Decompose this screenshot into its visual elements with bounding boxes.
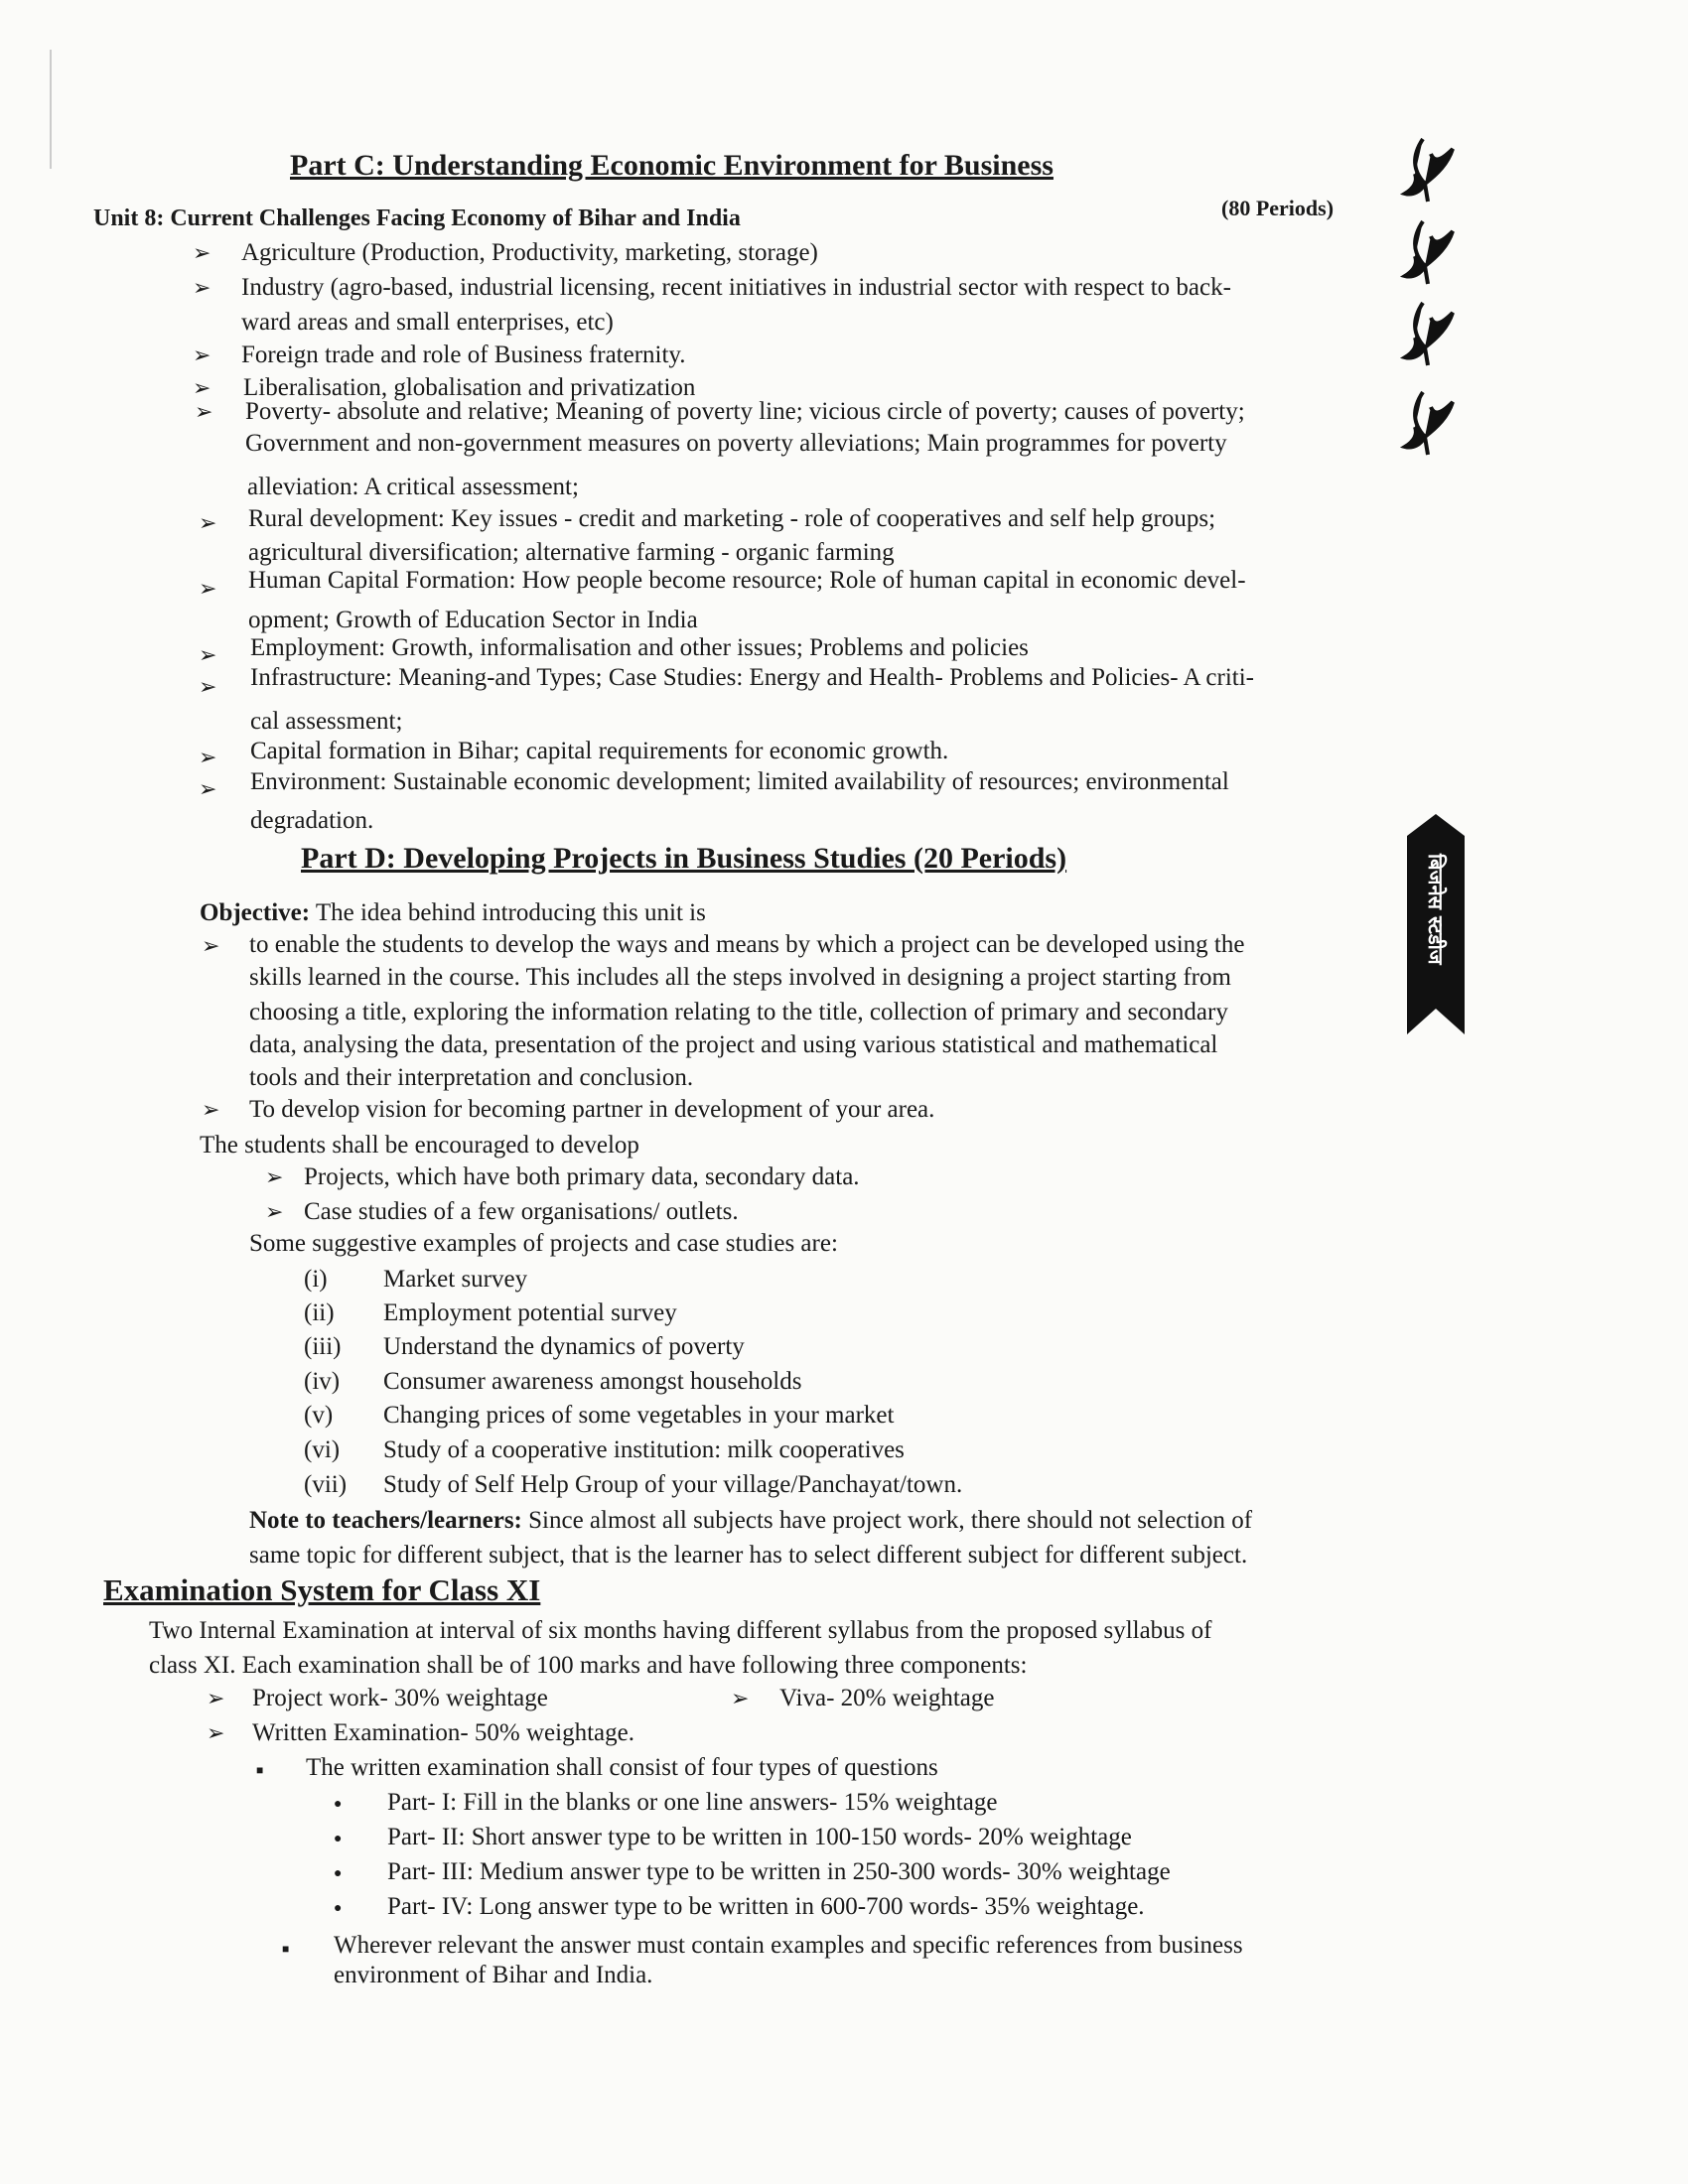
arrow-bullet-icon: ➢ xyxy=(199,745,217,769)
arrow-bullet-icon: ➢ xyxy=(193,275,211,300)
ribbon-label: बिजनेस स्टडीज xyxy=(1424,854,1448,965)
text-line: The students shall be encouraged to develop xyxy=(200,1132,639,1159)
example-number: (v) xyxy=(304,1402,334,1429)
arrow-bullet-icon: ➢ xyxy=(731,1686,750,1710)
example-item: Employment potential survey xyxy=(383,1299,677,1326)
list-item: Viva- 20% weightage xyxy=(779,1685,995,1711)
list-item: Liberalisation, globalisation and privatization xyxy=(243,374,696,401)
scan-edge xyxy=(50,50,52,169)
objective-label: Objective: xyxy=(200,899,311,926)
example-number: (vi) xyxy=(304,1436,341,1463)
square-bullet-icon: ■ xyxy=(282,1942,290,1956)
arrow-bullet-icon: ➢ xyxy=(199,674,217,699)
list-item: to enable the students to develop the ways and means by which a project can be developed using the xyxy=(249,931,1245,958)
list-item: Environment: Sustainable economic development; limited availability of resources; environmental xyxy=(250,768,1229,795)
dot-bullet-icon: ● xyxy=(334,1797,343,1812)
square-bullet-icon: ■ xyxy=(256,1763,264,1777)
list-item: agricultural diversification; alternative farming - organic farming xyxy=(248,539,895,566)
list-item: choosing a title, exploring the information relating to the title, collection of primary and secondary xyxy=(249,999,1228,1025)
list-item: Written Examination- 50% weightage. xyxy=(252,1719,634,1746)
list-item: Part- II: Short answer type to be written in 100-150 words- 20% weightage xyxy=(387,1824,1132,1850)
list-item: environment of Bihar and India. xyxy=(334,1962,653,1988)
example-item: Market survey xyxy=(383,1266,528,1293)
arrow-bullet-icon: ➢ xyxy=(195,399,213,424)
arrow-bullet-icon: ➢ xyxy=(265,1164,284,1189)
note-label: Note to teachers/learners: xyxy=(249,1507,522,1534)
list-item: ward areas and small enterprises, etc) xyxy=(241,309,614,336)
list-item: skills learned in the course. This includes all the steps involved in designing a project starting from xyxy=(249,964,1231,991)
note-text: Since almost all subjects have project work, there should not selection of xyxy=(521,1507,1253,1534)
example-item: Understand the dynamics of poverty xyxy=(383,1333,745,1360)
dot-bullet-icon: ● xyxy=(334,1866,343,1881)
list-item: Capital formation in Bihar; capital requirements for economic growth. xyxy=(250,738,949,764)
list-item: Government and non-government measures on poverty alleviations; Main programmes for poverty xyxy=(245,430,1227,457)
arrow-bullet-icon: ➢ xyxy=(199,576,217,601)
example-number: (iii) xyxy=(304,1333,342,1360)
list-item: data, analysing the data, presentation of the project and using various statistical and mathematical xyxy=(249,1031,1218,1058)
exam-title: Examination System for Class XI xyxy=(103,1572,541,1607)
list-item: Projects, which have both primary data, secondary data. xyxy=(304,1163,860,1190)
text-line: Some suggestive examples of projects and case studies are: xyxy=(249,1230,838,1257)
flower-ornament-icon xyxy=(1393,216,1463,286)
arrow-bullet-icon: ➢ xyxy=(202,933,220,958)
list-item: Rural development: Key issues - credit and marketing - role of cooperatives and self help groups; xyxy=(248,505,1216,532)
arrow-bullet-icon: ➢ xyxy=(193,240,211,265)
list-item: To develop vision for becoming partner in development of your area. xyxy=(249,1096,935,1123)
part-c-title: Part C: Understanding Economic Environment for Business xyxy=(290,149,1054,182)
list-item: Employment: Growth, informalisation and other issues; Problems and policies xyxy=(250,634,1029,661)
arrow-bullet-icon: ➢ xyxy=(199,510,217,535)
example-number: (iv) xyxy=(304,1368,341,1395)
arrow-bullet-icon: ➢ xyxy=(193,342,211,367)
flower-ornament-icon xyxy=(1393,134,1463,204)
note-line xyxy=(249,1506,1252,1536)
example-number: (ii) xyxy=(304,1299,335,1326)
unit-8-heading: Unit 8: Current Challenges Facing Economy of Bihar and India xyxy=(93,205,741,231)
flower-ornament-icon xyxy=(1393,298,1463,367)
list-item: Wherever relevant the answer must contain examples and specific references from business xyxy=(334,1932,1243,1959)
list-item: degradation. xyxy=(250,807,374,834)
objective-line xyxy=(200,898,706,928)
list-item: Foreign trade and role of Business fraternity. xyxy=(241,341,686,368)
part-d-title: Part D: Developing Projects in Business Studies (20 Periods) xyxy=(301,842,1067,875)
list-item: Agriculture (Production, Productivity, marketing, storage) xyxy=(241,239,818,266)
list-item: Human Capital Formation: How people become resource; Role of human capital in economic devel- xyxy=(248,567,1246,594)
text-line: class XI. Each examination shall be of 100 marks and have following three components: xyxy=(149,1652,1028,1679)
list-item: Part- IV: Long answer type to be written in 600-700 words- 35% weightage. xyxy=(387,1893,1145,1920)
list-item: Part- III: Medium answer type to be written in 250-300 words- 30% weightage xyxy=(387,1858,1171,1885)
example-item: Study of Self Help Group of your village/Panchayat/town. xyxy=(383,1471,963,1498)
arrow-bullet-icon: ➢ xyxy=(265,1199,284,1224)
example-item: Consumer awareness amongst households xyxy=(383,1368,802,1395)
periods-label: (80 Periods) xyxy=(1221,196,1335,220)
objective-text: The idea behind introducing this unit is xyxy=(310,899,706,926)
list-item: alleviation: A critical assessment; xyxy=(247,474,579,500)
list-item: Case studies of a few organisations/ outlets. xyxy=(304,1198,739,1225)
list-item: The written examination shall consist of four types of questions xyxy=(306,1754,938,1781)
arrow-bullet-icon: ➢ xyxy=(199,642,217,667)
example-number: (i) xyxy=(304,1266,328,1293)
list-item: Infrastructure: Meaning-and Types; Case Studies: Energy and Health- Problems and Policies- A criti- xyxy=(250,664,1254,691)
arrow-bullet-icon: ➢ xyxy=(199,776,217,801)
list-item: tools and their interpretation and conclusion. xyxy=(249,1064,694,1091)
example-item: Changing prices of some vegetables in your market xyxy=(383,1402,895,1429)
arrow-bullet-icon: ➢ xyxy=(207,1720,225,1745)
dot-bullet-icon: ● xyxy=(334,1832,343,1846)
arrow-bullet-icon: ➢ xyxy=(193,375,211,400)
flower-ornament-icon xyxy=(1393,387,1463,457)
example-item: Study of a cooperative institution: milk cooperatives xyxy=(383,1436,905,1463)
note-line-2: same topic for different subject, that is the learner has to select different subject for different subject. xyxy=(249,1542,1248,1569)
text-line: Two Internal Examination at interval of six months having different syllabus from the proposed syllabus of xyxy=(149,1617,1212,1644)
dot-bullet-icon: ● xyxy=(334,1901,343,1916)
list-item: Part- I: Fill in the blanks or one line answers- 15% weightage xyxy=(387,1789,998,1816)
list-item: opment; Growth of Education Sector in India xyxy=(248,607,698,633)
list-item: Poverty- absolute and relative; Meaning of poverty line; vicious circle of poverty; causes of poverty; xyxy=(245,398,1245,425)
example-number: (vii) xyxy=(304,1471,348,1498)
list-item: cal assessment; xyxy=(250,708,403,735)
arrow-bullet-icon: ➢ xyxy=(207,1686,225,1710)
list-item: Project work- 30% weightage xyxy=(252,1685,548,1711)
list-item: Industry (agro-based, industrial licensing, recent initiatives in industrial sector with respect to back- xyxy=(241,274,1231,301)
arrow-bullet-icon: ➢ xyxy=(202,1097,220,1122)
